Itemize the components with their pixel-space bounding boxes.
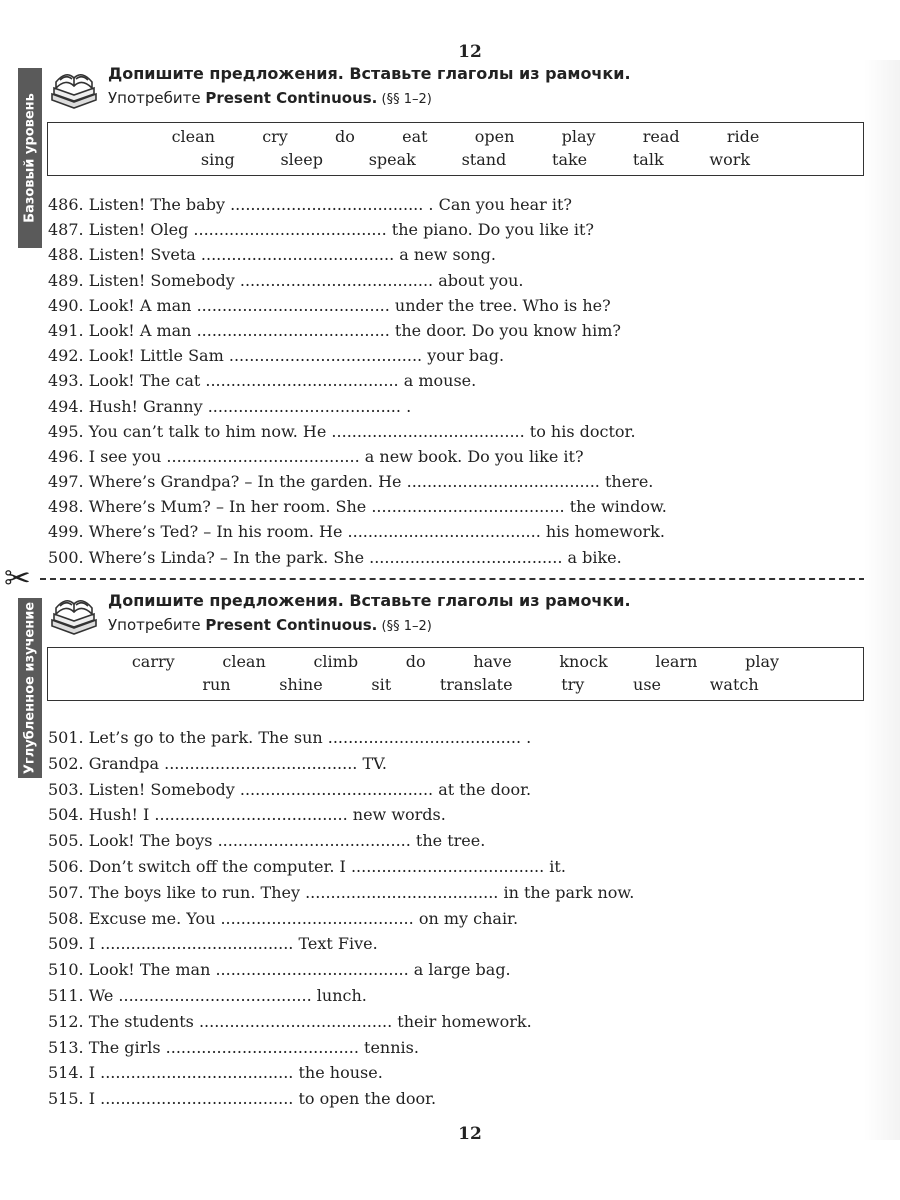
exercise-item [48,469,667,494]
exercise-text: Where’s Linda? – In the park. She ...................................... a bike. [88,547,622,567]
exercise-item [48,854,634,880]
word-option: clean [171,127,215,146]
exercise-item [48,192,667,217]
exercise-text: The boys like to run. They ...................................... in the park now. [88,882,635,902]
word-option: take [552,150,588,169]
exercise-number: 509. [48,934,84,954]
side-tab-basic-label: Базовый уровень [22,93,38,223]
exercise-text: Let’s go to the park. The sun ...................................... . [88,728,532,747]
exercise-text: I see you ...................................... a new book. Do you like it? [88,446,584,466]
exercise-text: I ...................................... Text Five. [88,934,378,954]
exercise-list-advanced [48,725,634,1112]
exercise-item [48,880,634,906]
exercise-number: 502. [48,753,84,773]
exercise-number: 508. [48,908,84,928]
exercise-text: Hush! Granny ...................................... . [88,396,412,416]
exercise-text: Look! A man ...................................... the door. Do you know him? [88,320,621,340]
exercise-text: Don’t switch off the computer. I ...................................... it. [88,856,566,876]
exercise-item [48,318,667,343]
instruction-title: Допишите предложения. Вставьте глаголы из рамочки. [108,591,631,610]
exercise-item [48,419,667,444]
word-option: stand [461,150,507,169]
exercise-number: 515. [48,1089,84,1109]
exercise-item [48,931,634,957]
word-option: watch [709,675,759,694]
word-option: have [473,652,512,671]
word-option: speak [368,150,416,169]
scissors-icon: ✂ [4,559,31,597]
exercise-item [48,828,634,854]
exercise-number: 488. [48,245,84,265]
exercise-item [48,802,634,828]
exercise-item [48,1060,634,1086]
exercise-number: 511. [48,985,84,1005]
exercise-item [48,906,634,932]
exercise-number: 495. [48,421,84,441]
exercise-item [48,394,667,419]
exercise-text: Listen! Somebody ...................................... about you. [88,270,524,290]
exercise-number: 510. [48,960,84,980]
word-option: learn [655,652,698,671]
word-option: climb [313,652,359,671]
exercise-number: 504. [48,805,84,825]
exercise-item [48,519,667,544]
exercise-number: 500. [48,547,84,567]
exercise-item [48,725,634,751]
exercise-text: Look! The cat ...................................... a mouse. [88,371,477,391]
word-option: play [745,652,780,671]
exercise-list-basic [48,192,667,570]
word-option: clean [222,652,266,671]
exercise-item [48,368,667,393]
exercise-text: Look! Little Sam ...................................... your bag. [88,346,505,366]
exercise-text: I ...................................... the house. [88,1063,383,1083]
instruction-advanced [108,591,631,634]
word-option: work [709,150,751,169]
exercise-item [48,545,667,570]
word-option: read [642,127,680,146]
exercise-number: 505. [48,831,84,851]
word-option: run [202,675,231,694]
exercise-text: Look! The boys ...................................... the tree. [88,831,486,851]
word-option: cry [262,127,288,146]
exercise-item [48,751,634,777]
exercise-text: Listen! Sveta ...................................... a new song. [88,245,496,265]
exercise-text: Where’s Ted? – In his room. He ...................................... his homework. [88,522,665,542]
word-option: ride [726,127,760,146]
word-option: do [335,127,355,146]
exercise-number: 499. [48,522,84,542]
word-option: sing [200,150,235,169]
exercise-item [48,983,634,1009]
exercise-item [48,242,667,267]
exercise-number: 507. [48,882,84,902]
word-option: try [561,675,585,694]
exercise-number: 512. [48,1011,84,1031]
word-option: talk [632,150,664,169]
page-bleed-edge [864,60,900,1140]
exercise-text: The girls ...................................... tennis. [88,1037,419,1057]
exercise-number: 503. [48,779,84,799]
instruction-title: Допишите предложения. Вставьте глаголы из рамочки. [108,64,631,83]
side-tab-advanced [18,598,42,778]
side-tab-basic [18,68,42,248]
instruction-subtitle: Употребите Present Continuous. (§§ 1–2) [108,616,432,634]
word-option: sleep [280,150,323,169]
exercise-number: 496. [48,446,84,466]
word-box-advanced [47,647,864,701]
exercise-text: Excuse me. You ...................................... on my chair. [88,908,519,928]
books-icon [46,64,102,110]
exercise-number: 501. [48,728,84,747]
exercise-item [48,494,667,519]
books-icon [46,590,102,636]
exercise-number: 494. [48,396,84,416]
exercise-text: Listen! Somebody ...................................... at the door. [88,779,532,799]
exercise-text: We ...................................... lunch. [88,985,367,1005]
exercise-number: 491. [48,320,84,340]
side-tab-advanced-label: Углубленное изучение [22,601,38,775]
exercise-text: I ...................................... to open the door. [88,1089,437,1109]
exercise-text: Look! A man ...................................... under the tree. Who is he? [88,295,611,315]
word-option: eat [402,127,428,146]
word-option: knock [559,652,608,671]
exercise-item [48,1086,634,1112]
exercise-item [48,444,667,469]
instruction-subtitle: Употребите Present Continuous. (§§ 1–2) [108,89,432,107]
exercise-number: 513. [48,1037,84,1057]
exercise-number: 506. [48,856,84,876]
word-box-basic [47,122,864,176]
exercise-item [48,777,634,803]
exercise-item [48,1035,634,1061]
exercise-number: 490. [48,295,84,315]
exercise-text: Grandpa ...................................... TV. [88,753,387,773]
page-number-top: 12 [458,42,482,62]
exercise-item [48,217,667,242]
exercise-number: 489. [48,270,84,290]
exercise-number: 486. [48,195,84,214]
exercise-number: 498. [48,497,84,517]
word-option: shine [279,675,323,694]
exercise-item [48,293,667,318]
word-option: sit [371,675,392,694]
word-option: use [633,675,662,694]
exercise-text: Hush! I ...................................... new words. [88,805,446,825]
exercise-number: 514. [48,1063,84,1083]
exercise-text: Listen! The baby ...................................... . Can you hear it? [88,195,572,214]
exercise-item [48,957,634,983]
word-option: play [561,127,596,146]
exercise-item [48,343,667,368]
exercise-text: Listen! Oleg ...................................... the piano. Do you like it? [88,220,595,240]
exercise-number: 487. [48,220,84,240]
exercise-text: Where’s Grandpa? – In the garden. He ...................................... there. [88,472,654,492]
exercise-text: You can’t talk to him now. He ...................................... to his doctor. [88,421,636,441]
exercise-item [48,268,667,293]
exercise-number: 493. [48,371,84,391]
instruction-basic [108,64,631,107]
exercise-number: 497. [48,472,84,492]
cut-line [40,578,895,580]
exercise-number: 492. [48,346,84,366]
exercise-item [48,1009,634,1035]
page-number-bottom: 12 [458,1124,482,1144]
word-option: open [474,127,515,146]
word-option: translate [439,675,513,694]
word-option: do [405,652,426,671]
exercise-text: Look! The man ...................................... a large bag. [88,960,511,980]
exercise-text: The students ...................................... their homework. [88,1011,532,1031]
exercise-text: Where’s Mum? – In her room. She ...................................... the window. [88,497,667,517]
word-option: carry [131,652,175,671]
